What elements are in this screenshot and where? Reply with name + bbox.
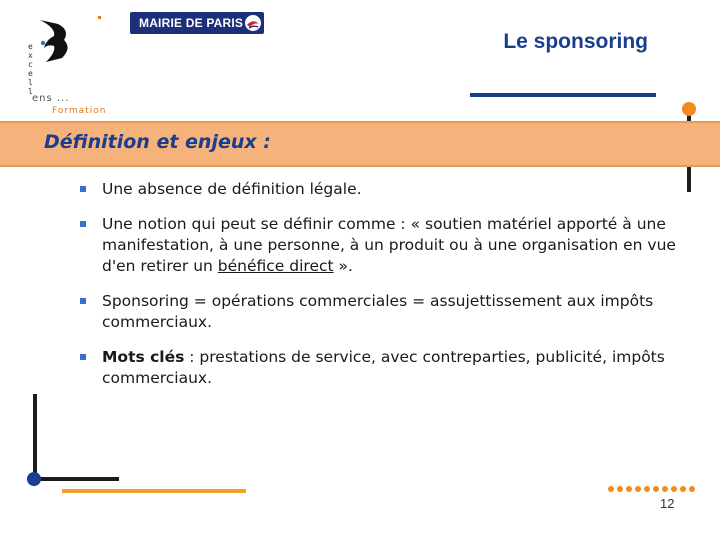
logo-accent-dot — [98, 16, 101, 19]
mairie-de-paris-label: MAIRIE DE PARIS — [139, 16, 244, 30]
bullet-item — [78, 347, 688, 389]
right-accent-dot — [682, 102, 696, 116]
left-vertical-rule — [33, 394, 37, 480]
bullet-item — [78, 291, 688, 333]
logo-letter: c — [28, 60, 33, 69]
page-title: Le sponsoring — [503, 30, 648, 53]
bullet-text-end: : prestations de service, avec contreparties, publicité, impôts commerciaux. — [102, 348, 665, 387]
bullet-item — [78, 179, 688, 200]
bullet-text-end: ». — [333, 257, 353, 275]
logo-letter: x — [28, 51, 33, 60]
paris-emblem-icon — [244, 14, 262, 32]
left-horizontal-rule — [33, 477, 119, 481]
bullet-marker — [80, 221, 86, 227]
logo-letter: e — [28, 69, 33, 78]
footer-dots — [608, 486, 695, 492]
logo-letter: e — [28, 42, 33, 51]
title-underline — [470, 93, 656, 97]
bottom-orange-rule — [62, 489, 246, 493]
bullet-list — [78, 179, 688, 403]
logo-brand-suffix: ens ... — [32, 93, 70, 104]
bullet-text: Une absence de définition légale. — [102, 180, 362, 198]
excellens-logo — [28, 12, 118, 118]
logo-vertical-letters — [28, 42, 36, 96]
stylised-bird-icon — [34, 18, 76, 62]
bullet-marker — [80, 298, 86, 304]
bullet-bold-text: Mots clés — [102, 348, 185, 366]
mairie-de-paris-badge — [130, 12, 264, 34]
bullet-text: Une notion qui peut se définir comme : « soutien matériel apporté à une manifestation, à une personne, à un produit ou à une organisation en vue d'en retirer un — [102, 215, 676, 275]
bullet-marker — [80, 186, 86, 192]
bullet-underlined-text: bénéfice direct — [217, 257, 334, 275]
logo-letter: l — [28, 87, 33, 96]
logo-brand-sub: Formation — [52, 106, 107, 116]
bullet-marker — [80, 354, 86, 360]
section-heading: Définition et enjeux : — [44, 131, 271, 153]
bullet-text: Sponsoring = opérations commerciales = assujettissement aux impôts commerciaux. — [102, 292, 654, 331]
left-accent-dot — [27, 472, 41, 486]
bullet-item — [78, 214, 688, 277]
page-number: 12 — [660, 496, 675, 511]
logo-letter: l — [28, 78, 33, 87]
